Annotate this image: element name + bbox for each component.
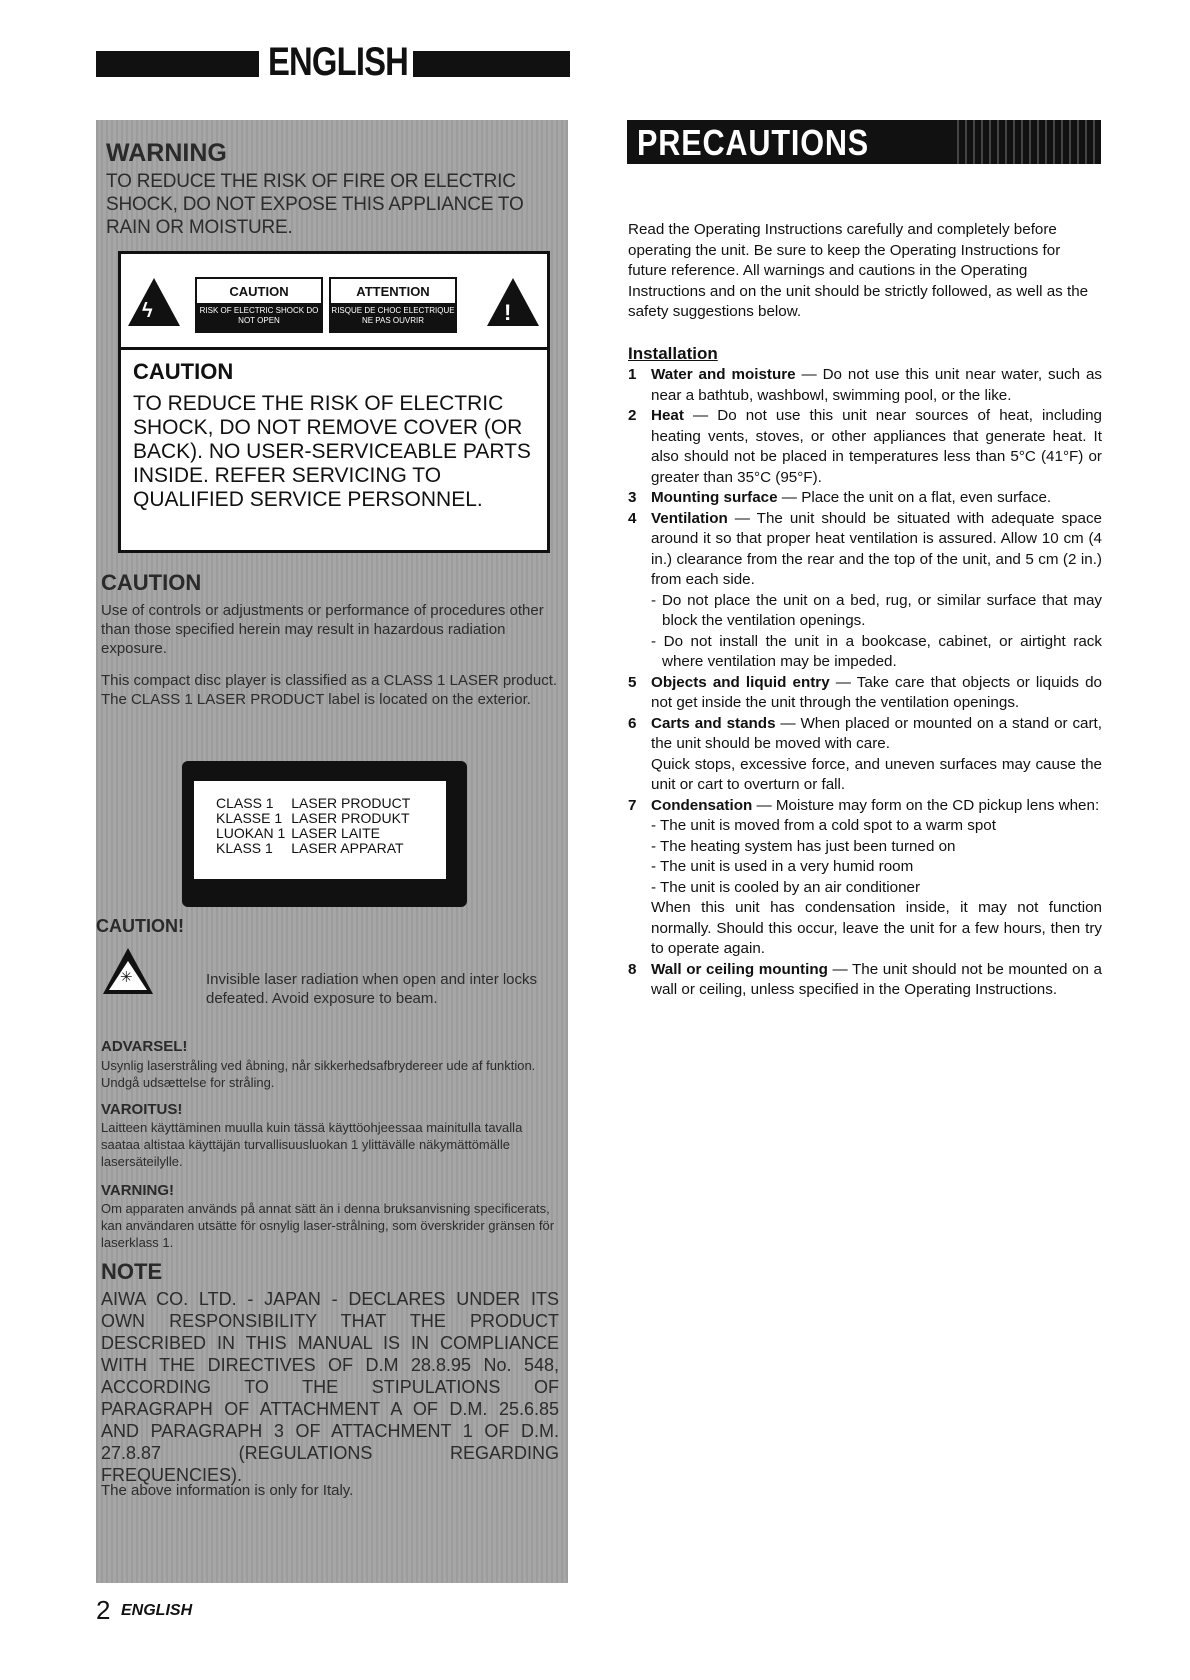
item-heading: Water and moisture: [651, 366, 796, 383]
item-text: [651, 960, 1102, 1001]
caution-box: [118, 251, 550, 553]
laser-class-cell: KLASS 1: [216, 840, 273, 856]
laser-class-cell: KLASSE 1: [216, 810, 283, 826]
note-body: AIWA CO. LTD. - JAPAN - DECLARES UNDER ITS OWN RESPONSIBILITY THAT THE PRODUCT DESCRIBED IN THIS MANUAL IS IN COMPLIANCE WITH THE DIRECTIVES OF D.M 28.8.95 No. 548, ACCORDING TO THE STIPULATIONS OF PARAGRAPH OF ATTACHMENT A OF D.M. 25.6.85 AND PARAGRAPH 3 OF ATTACHMENT 1 OF D.M. 27.8.87 (REGULATIONS REGARDING FREQUENCIES).: [101, 1289, 559, 1485]
item-body: — Moisture may form on the CD pickup lens when:: [752, 796, 1100, 814]
item-number: 7: [628, 796, 637, 814]
item-number: 8: [628, 960, 637, 978]
laser-product-label: [182, 761, 467, 907]
note-italy: The above information is only for Italy.: [101, 1482, 354, 1499]
laser-label-panel: [194, 781, 446, 879]
laser-label-table: [216, 796, 416, 856]
varning-title: VARNING!: [101, 1182, 175, 1199]
item-body: — Take care that objects or liquids do not get inside the unit through the ventilation openings.: [651, 673, 1102, 711]
warning-column: [96, 120, 568, 1583]
item-heading: Condensation: [651, 796, 753, 814]
caution-box-heading: CAUTION: [133, 359, 234, 384]
exclamation-icon: !: [504, 300, 512, 325]
varoitus-title: VAROITUS!: [101, 1101, 183, 1118]
installation-title: Installation: [628, 344, 718, 363]
condensation-extra-text: When this unit has condensation inside, it may not function normally. Should this occur, leave the unit for a few hours, then try to operate again.: [651, 899, 1102, 957]
item-number: 5: [628, 673, 637, 691]
item-body: — The unit should not be mounted on a wall or ceiling, unless specified in the Operating Instructions.: [651, 960, 1103, 998]
ventilation-dash-item: - Do not install the unit in a bookcase, cabinet, or airtight rack where ventilation may be impeded.: [651, 632, 1102, 670]
header-bar-right: [413, 51, 570, 77]
page-number: 2: [96, 1595, 111, 1625]
list-item: [628, 960, 1102, 1001]
varoitus-body: Laitteen käyttäminen muulla kuin tässä käyttöohjeessaa mainitulla tavalla saataa altistaa käyttäjän turvallisuusluokan 1 ylittävälle näkymättömälle lasersäteilylle.: [101, 1120, 523, 1169]
list-item: [628, 714, 1102, 796]
laser-product-cell: LASER APPARAT: [291, 840, 404, 856]
laser-class-cell: CLASS 1: [216, 795, 274, 811]
list-item: [628, 796, 1102, 960]
condensation-dash-item: - The unit is used in a very humid room: [651, 858, 914, 875]
list-item: [628, 488, 1102, 509]
laser-class-cell: LUOKAN 1: [216, 825, 286, 841]
item-text: [651, 714, 1102, 796]
warning-title: WARNING: [106, 139, 227, 167]
caution-labels: [121, 254, 547, 350]
list-item: [628, 406, 1102, 488]
class1-laser-info-1: This compact disc player is classified as a CLASS 1 LASER product.: [101, 672, 558, 689]
lightning-bolt-icon: ϟ: [142, 300, 153, 322]
item-text: [651, 509, 1102, 673]
item-number: 1: [628, 366, 637, 383]
class1-laser-info: [101, 671, 561, 709]
caution-box-body: TO REDUCE THE RISK OF ELECTRIC SHOCK, DO NOT REMOVE COVER (OR BACK). NO USER-SERVICEABLE PARTS INSIDE. REFER SERVICING TO QUALIFIED SERVICE PERSONNEL.: [133, 392, 531, 511]
precautions-intro: Read the Operating Instructions carefully and completely before operating the unit. Be sure to keep the Operating Instructions for future reference. All warnings and cautions in the Operating Instructions and on the unit should be strictly followed, as well as the safety suggestions below.: [628, 221, 1089, 320]
laser-product-cell: LASER PRODUKT: [291, 810, 410, 826]
item-body: — Do not use this unit near sources of heat, including heating vents, stoves, or other appliances that generate heat. It also should not be placed in temperatures less than 5°C (41°F) or greater than 35°C (95°F).: [651, 407, 1102, 486]
laser-product-cell: LASER LAITE: [291, 825, 380, 841]
carts-extra-text: Quick stops, excessive force, and uneven surfaces may cause the unit or cart to overturn or fall.: [651, 755, 1102, 793]
caution-label-fr-sub: RISQUE DE CHOC ELECTRIQUE NE PAS OUVRIR: [331, 303, 455, 331]
page-language-title: ENGLISH: [268, 40, 409, 84]
item-heading: Objects and liquid entry: [651, 673, 830, 691]
item-heading: Wall or ceiling mounting: [651, 960, 828, 978]
condensation-dash-item: - The unit is cooled by an air conditioner: [651, 878, 921, 896]
caution-invisible-body: Invisible laser radiation when open and inter locks defeated. Avoid exposure to beam.: [206, 971, 538, 1007]
list-item: [628, 365, 1102, 406]
advarsel-body: Usynlig laserstråling ved åbning, når sikkerhedsafbrydereer ude af funktion. Undgå udsættelse for stråling.: [101, 1058, 536, 1090]
caution-label-en-title: CAUTION: [229, 284, 289, 299]
caution-label-en: [195, 277, 323, 333]
advarsel-title: ADVARSEL!: [101, 1038, 188, 1055]
electric-shock-triangle-icon: [128, 278, 180, 326]
item-heading: Carts and stands: [651, 714, 776, 732]
item-text: [651, 365, 1102, 406]
item-text: [651, 796, 1102, 960]
caution-laser-title: CAUTION: [101, 570, 202, 595]
laser-starburst-icon: ✳: [120, 969, 133, 986]
note-title: NOTE: [101, 1259, 163, 1284]
item-body: — Place the unit on a flat, even surface.: [777, 489, 1052, 506]
item-number: 3: [628, 489, 637, 506]
caution-label-fr: [329, 277, 457, 333]
class1-laser-info-2: The CLASS 1 LASER PRODUCT label is located on the exterior.: [101, 691, 531, 708]
ventilation-dash-item: - Do not place the unit on a bed, rug, or similar surface that may block the ventilation openings.: [651, 591, 1102, 629]
caution-invisible-title: CAUTION!: [96, 916, 184, 936]
item-text: [651, 488, 1102, 509]
warning-triangle-icon: [487, 278, 539, 326]
item-heading: Heat: [651, 407, 684, 424]
list-item: [628, 673, 1102, 714]
varning-body: Om apparaten används på annat sätt än i denna bruksanvisning specificerats, kan användaren utsätte för osnylig laser-strålning, som överskrider gränsen för laserklass 1.: [101, 1201, 555, 1250]
precautions-title: PRECAUTIONS: [637, 122, 870, 163]
item-number: 2: [628, 407, 637, 424]
item-body: — The unit should be situated with adequate space around it so that proper heat ventilation is assured. Allow 10 cm (4 in.) clearance from the rear and the top of the unit, and 5 cm (2 in.) from each side.: [651, 509, 1102, 588]
laser-product-cell: LASER PRODUCT: [291, 795, 411, 811]
item-number: 4: [628, 509, 637, 527]
precautions-banner: [627, 120, 1101, 164]
installation-list: [628, 365, 1102, 1001]
item-number: 6: [628, 714, 637, 732]
footer-language-label: ENGLISH: [121, 1602, 193, 1619]
item-heading: Ventilation: [651, 509, 728, 527]
item-text: [651, 673, 1102, 714]
item-text: [651, 406, 1102, 488]
banner-decoration: [957, 120, 1101, 164]
header-bar-left: [96, 51, 259, 77]
caution-label-en-sub: RISK OF ELECTRIC SHOCK DO NOT OPEN: [197, 303, 321, 331]
condensation-dash-item: - The unit is moved from a cold spot to a warm spot: [651, 817, 996, 834]
item-body: — When placed or mounted on a stand or cart, the unit should be moved with care.: [651, 714, 1102, 752]
caution-laser-body: Use of controls or adjustments or performance of procedures other than those specified herein may result in hazardous radiation exposure.: [101, 602, 544, 657]
item-heading: Mounting surface: [651, 489, 778, 506]
condensation-dash-item: - The heating system has just been turned on: [651, 837, 956, 855]
warning-body: TO REDUCE THE RISK OF FIRE OR ELECTRIC SHOCK, DO NOT EXPOSE THIS APPLIANCE TO RAIN OR MOISTURE.: [106, 171, 524, 238]
item-body: — Do not use this unit near water, such as near a bathtub, washbowl, swimming pool, or the like.: [651, 366, 1102, 404]
caution-label-fr-title: ATTENTION: [356, 284, 430, 299]
list-item: [628, 509, 1102, 673]
